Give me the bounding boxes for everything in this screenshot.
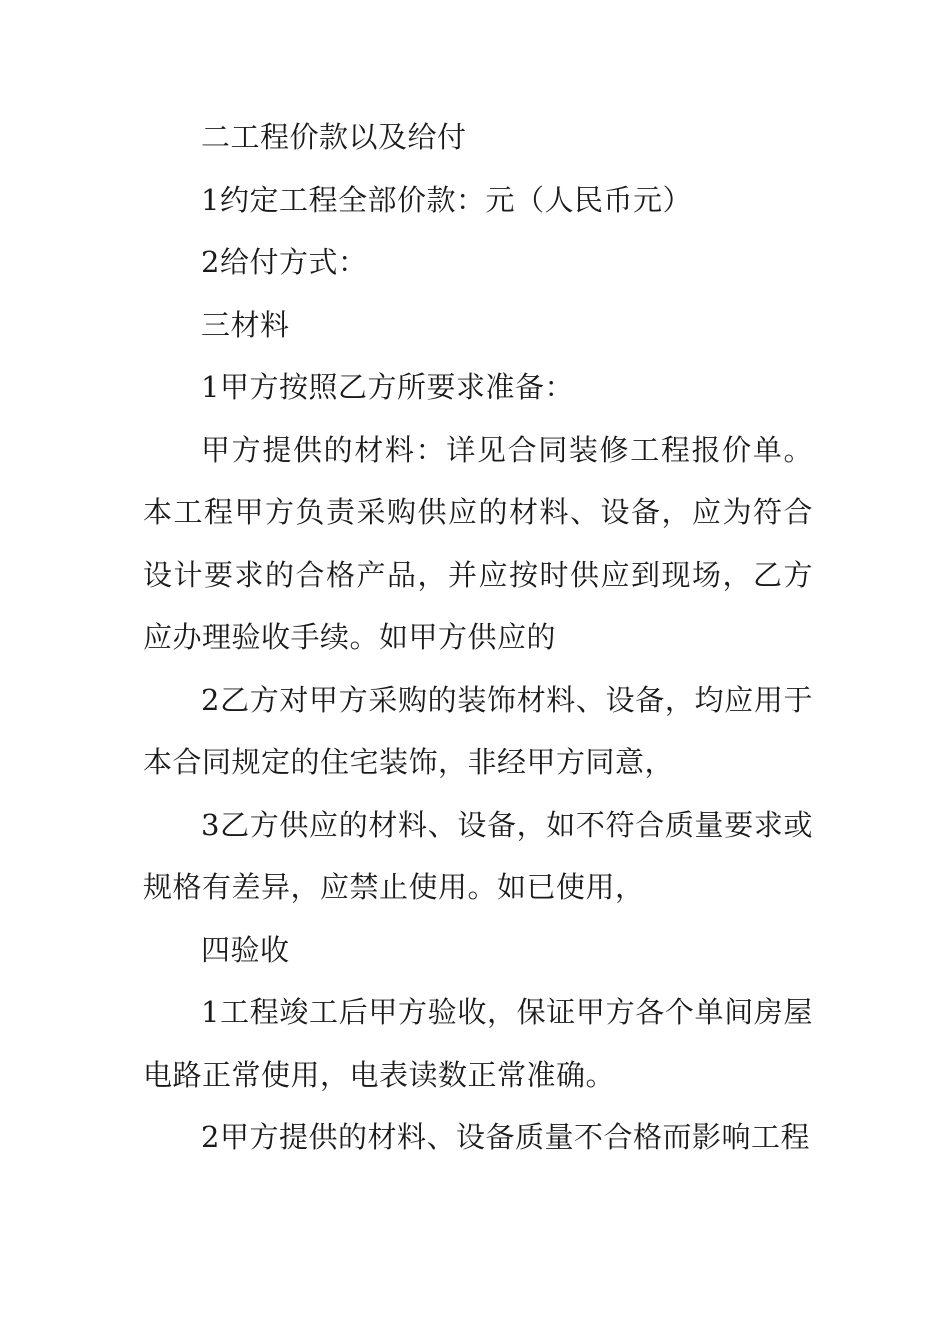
paragraph-materials-3: 3乙方供应的材料、设备，如不符合质量要求或规格有差异，应禁止使用。如已使用， <box>143 807 813 904</box>
paragraph-price-total: 1约定工程全部价款：元（人民币元） <box>201 182 692 217</box>
heading-section-3: 三材料 <box>201 307 290 342</box>
paragraph-materials-2: 2乙方对甲方采购的装饰材料、设备，均应用于本合同规定的住宅装饰，非经甲方同意， <box>143 682 813 779</box>
heading-section-2: 二工程价款以及给付 <box>201 120 467 154</box>
paragraph-materials-supplied: 甲方提供的材料：详见合同装修工程报价单。本工程甲方负责采购供应的材料、设备，应为符合设计要求的合格产品，并应按时供应到现场，乙方应办理验收手续。如甲方供应的 <box>143 432 813 654</box>
paragraph-acceptance-2: 2甲方提供的材料、设备质量不合格而影响工程 <box>201 1120 810 1154</box>
paragraph-payment-method: 2给付方式： <box>201 245 368 279</box>
paragraph-acceptance-1: 1工程竣工后甲方验收，保证甲方各个单间房屋电路正常使用，电表读数正常准确。 <box>143 995 813 1092</box>
paragraph-materials-1: 1甲方按照乙方所要求准备： <box>201 370 574 404</box>
document-body <box>143 106 813 1169</box>
heading-section-4: 四验收 <box>201 932 290 967</box>
